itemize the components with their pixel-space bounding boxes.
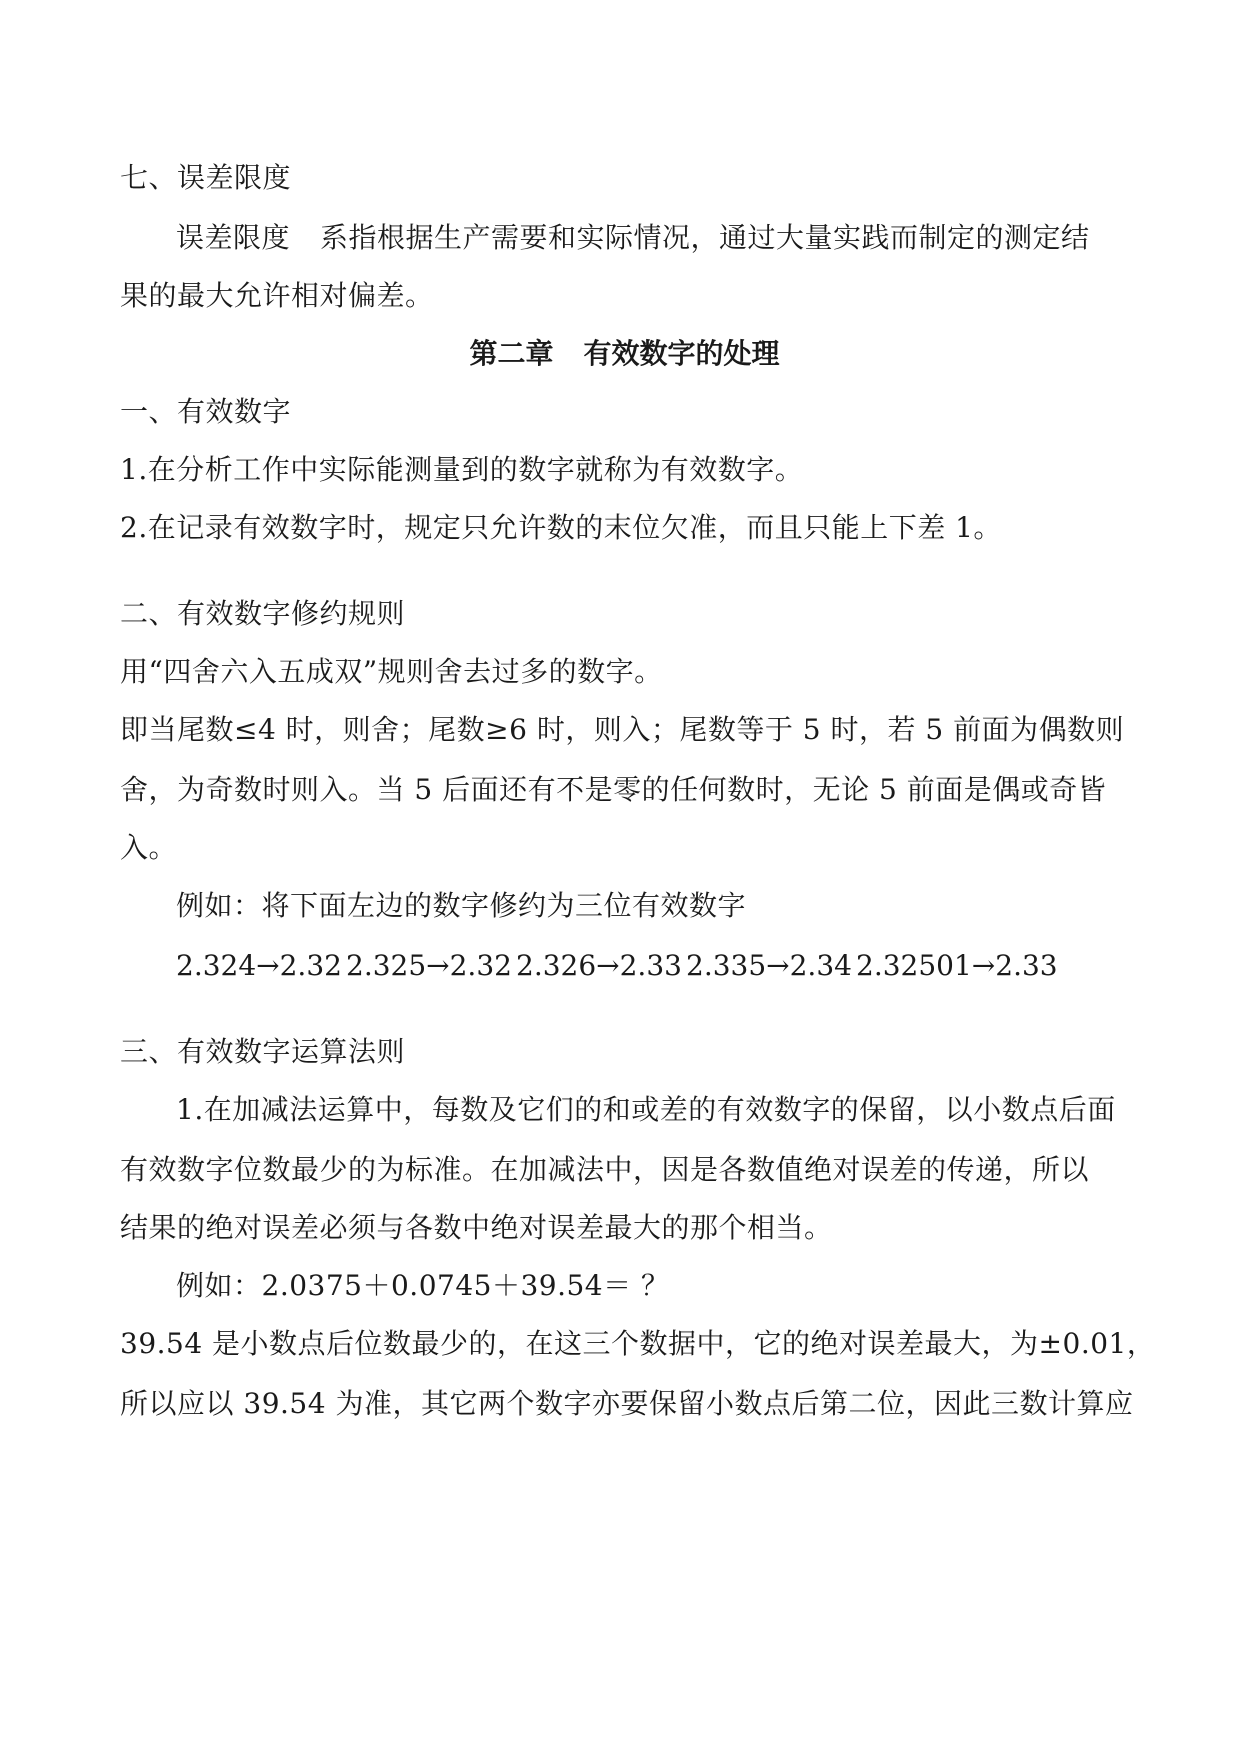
significant-figures-item-1: 1.在分析工作中实际能测量到的数字就称为有效数字。: [120, 453, 804, 486]
operation-explanation-line-2: 所以应以 39.54 为准，其它两个数字亦要保留小数点后第二位，因此三数计算应: [120, 1387, 1134, 1420]
section-heading-operation-rules: 三、有效数字运算法则: [120, 1035, 406, 1068]
rounding-example-intro: 例如：将下面左边的数字修约为三位有效数字: [176, 889, 747, 922]
rounding-example: 2.324→2.32: [176, 949, 342, 982]
rounding-example: 2.32501→2.33: [856, 949, 1058, 982]
rounding-rule-detail-line-2: 舍，为奇数时则入。当 5 后面还有不是零的任何数时，无论 5 前面是偶或奇皆: [120, 773, 1107, 806]
chapter-title: [0, 334, 1241, 374]
section-heading-significant-figures: 一、有效数字: [120, 395, 292, 428]
rounding-rule-detail-line-3: 入。: [120, 831, 178, 864]
chapter-name: 有效数字的处理: [583, 337, 780, 370]
rounding-example: 2.325→2.32: [346, 949, 512, 982]
significant-figures-item-2: 2.在记录有效数字时，规定只允许数的末位欠准，而且只能上下差 1。: [120, 511, 1002, 544]
rounding-example: 2.335→2.34: [686, 949, 852, 982]
operation-explanation-line-1: 39.54 是小数点后位数最少的，在这三个数据中，它的绝对误差最大，为±0.01，: [120, 1327, 1156, 1360]
operation-rule-line-2: 有效数字位数最少的为标准。在加减法中，因是各数值绝对误差的传递，所以: [120, 1153, 1090, 1186]
section-heading-error-limit: 七、误差限度: [120, 161, 292, 194]
operation-rule-line-1: 1.在加减法运算中，每数及它们的和或差的有效数字的保留，以小数点后面: [176, 1093, 1116, 1126]
rounding-rule-detail-line-1: 即当尾数≤4 时，则舍；尾数≥6 时，则入；尾数等于 5 时，若 5 前面为偶数则: [120, 713, 1125, 746]
section-heading-rounding-rules: 二、有效数字修约规则: [120, 597, 406, 630]
error-limit-definition-line-2: 果的最大允许相对偏差。: [120, 279, 434, 312]
error-limit-definition-line-1: [176, 218, 1136, 258]
operation-example: 例如：2.0375＋0.0745＋39.54＝ ？: [176, 1269, 670, 1302]
error-limit-term: 误差限度: [176, 221, 291, 254]
operation-rule-line-3: 结果的绝对误差必须与各数中绝对误差最大的那个相当。: [120, 1211, 833, 1244]
chapter-number: 第二章: [469, 337, 554, 370]
error-limit-definition-text: 系指根据生产需要和实际情况，通过大量实践而制定的测定结: [320, 221, 1090, 254]
rounding-example: 2.326→2.33: [516, 949, 682, 982]
rounding-rule-statement: 用“四舍六入五成双”规则舍去过多的数字。: [120, 655, 663, 688]
